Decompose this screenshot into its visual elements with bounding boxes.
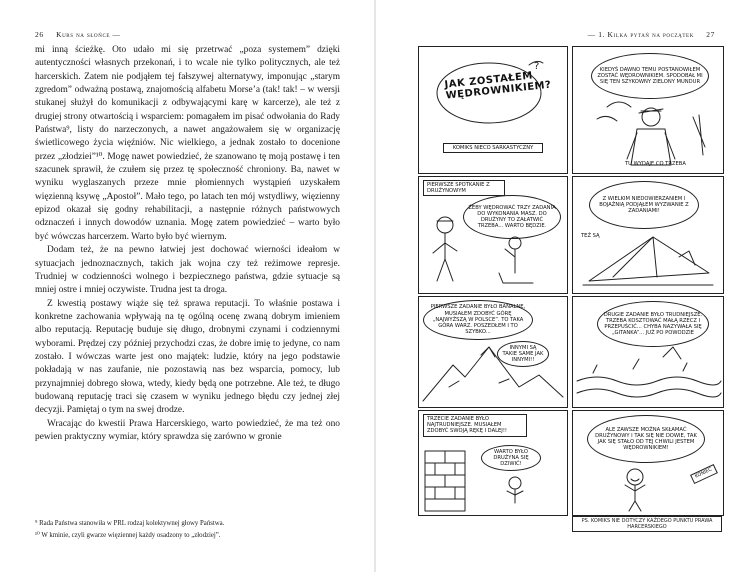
right-page-number: 27 — [706, 30, 715, 39]
footnotes — [35, 518, 340, 541]
comic-panel-3 — [418, 176, 568, 294]
comic-footnote: PS. KOMIKS NIE DOTYCZY KAŻDEGO PUNKTU PRAWA HARCERSKIEGO — [572, 516, 722, 532]
comic-panel-1 — [418, 46, 568, 174]
speech-bubble: KIEDYŚ DAWNO TEMU POSTANOWIŁEM ZOSTAĆ WĘDROWNIKIEM. SPODOBAŁ MI SIĘ TEN SZYKOWNY ZIELONY MUNDUR — [591, 53, 709, 99]
speech-bubble: ŻEBY WĘDROWAĆ TRZY ZADANIA DO WYKONANIA MASZ. DO DRUŻYNY TO ZAŁATWIĆ TRZEBA... WARTO BĘDZIE. — [463, 195, 561, 239]
speech-bubble: DRUGIE ZADANIE BYŁO TRUDNIEJSZE. TRZEBA KOSZTOWAĆ MAŁĄ RZECZ I PRZEPUŚCIĆ... CHYBA NAZYWAŁA SIĘ „GITANKA”... JUŻ PO POWODZIE — [597, 301, 709, 347]
comic-panel-7 — [418, 410, 568, 516]
speech-bubble: ALE ZAWSZE MOŻNA SKŁAMAĆ DRUŻYNOWY I TAK SIĘ NIE DOWIE, TAK JAK SIĘ STAŁO OD TEJ CHWILI JESTEM WĘDROWNIKIEM! — [587, 415, 705, 463]
comic-panel-5 — [418, 296, 568, 408]
smiling-scout-drawing — [573, 411, 723, 515]
panel-caption: TRZECIE ZADANIE BYŁO NAJTRUDNIEJSZE. MUSIAŁEM ZDOBYĆ SWOJĄ RĘKĘ I DALEJ!! — [423, 414, 527, 437]
comic-panel-4 — [572, 176, 724, 294]
right-page-header — [588, 30, 715, 39]
paragraph: Dodam też, że na pewno łatwiej jest dochować wierności ideałom w sytuacjach jednoznacznych, takich jak wojna czy też reżimowe represje. Trudniej w codzienności wolnego i bezpiecznego państwa, gdzie sytuacje są mniej ostre i mniej oczywiste. Trudna jest ta droga. — [35, 245, 340, 296]
left-page-header — [35, 30, 121, 39]
comic-title: JAK ZOSTAŁEM WĘDROWNIKIEM? — [444, 70, 552, 102]
body-text — [35, 44, 340, 444]
comic-panel-2 — [572, 46, 724, 174]
speech-bubble: PIERWSZE ZADANIE BYŁO BANALNE, MUSIAŁEM ZDOBYĆ GÓRĘ „NAJWYŻSZĄ W POLSCE”. TO TAKA GÓRA WARZ. POSZEDŁEM I TO SZYBKO... — [423, 300, 533, 340]
speech-bubble: Z WIELKIM NIEDOWIERZANIEM I BOJAŹNIĄ PODJĄŁEM WYZWANIE Z ZADANIAMI! — [589, 181, 699, 229]
flood-scene-drawing — [573, 297, 723, 407]
speech-bubble: WARTO BYŁO DRUŻYNA SIĘ DZIWIĆ! — [481, 445, 541, 471]
title-bubble-outline — [419, 47, 567, 173]
footnote: ¹⁰ W kminie, czyli gwarze więziennej każdy osadzony to „złodziej”. — [35, 531, 221, 539]
svg-text:?: ? — [534, 61, 540, 72]
footnote: ⁹ Rada Państwa stanowiła w PRL rodzaj kolektywnej głowy Państwa. — [35, 520, 225, 527]
right-page — [376, 0, 750, 572]
comic-subtitle: KOMIKS NIECO SARKASTYCZNY — [443, 143, 543, 153]
comic-panel-6 — [572, 296, 724, 408]
tent-drawing — [573, 177, 723, 293]
comic-panel-8 — [572, 410, 724, 516]
panel-caption: TEŻ SĄ — [581, 233, 600, 239]
mountain-drawing — [419, 297, 567, 407]
panel-caption: TU WYDAJE CO TRZEBA — [625, 161, 686, 167]
paragraph: Wracając do kwestii Prawa Harcerskiego, warto powiedzieć, że ma też ono pewien praktyczny wymiar, który sprawdza się zarówno w gronie — [35, 418, 340, 442]
left-page — [0, 0, 374, 572]
scout-leader-drawing — [419, 177, 567, 293]
panel-caption: PIERWSZE SPOTKANIE Z DRUŻYNOWYM — [423, 180, 505, 196]
speech-bubble: INNYMI SĄ TAKIE SAME JAK INNYMI!! — [497, 341, 549, 367]
left-running-title: Kurs na słońce — — [56, 30, 121, 39]
paragraph: mi inną ścieżkę. Oto udało mi się przetrwać „poza systemem” dzięki autentyczności własnych przekonań, i to wcale nie tylko politycznych, ale też harcerskich. Zatem nie podjąłem tej fałszywej alternatywy, imponując „starym zgredom” odważną postawą, znajomością alfabetu Morse’a (tak! tak! – w wersji stukanej służył do komunikacji z odbywającymi karę w karcerze), ale też z drugiej strony otwartością i wsparciem: pomagałem im pisać odwołania do Rady Państwa⁹, listy do narzeczonych, a nawet angażowałem się w organizację świetlicowego życia więźniów. Nic wielkiego, a jednak zostało to docenione przez „złodziei”¹⁰. Mogę nawet powiedzieć, że szanowano tę moją postawę i ten szacunek sprawił, że czułem się przez tę społeczność chroniony. Ba, nawet w wyniku wyglaszanych przeze mnie płomiennych wystąpień uzyskałem więzienną ksywę „Apostoł”. Mało tego, po latach ten mój wstydliwy, więzienny epizod okazał się godny rehabilitacji, a następnie różnych państwowych odznaczeń i innych dowodów uznania. Mogę zatem powiedzieć – warto było być wówczas harcerzem. Warto było być wiernym. — [35, 45, 340, 242]
scout-figure-drawing — [573, 47, 723, 173]
right-running-title: — 1. Kilka pytań na początek — [587, 30, 694, 39]
wall-drawing — [419, 411, 567, 515]
end-tag: KONIEC — [690, 464, 718, 484]
left-page-number: 26 — [35, 30, 44, 39]
paragraph: Z kwestią postawy wiąże się też sprawa reputacji. To właśnie postawa i konkretne zachowania wpływają na tę ogólną ocenę zwaną dobrym imieniem albo reputacją. Reputację buduje się długo, drobnymi czynami i codziennymi wyborami. Prędzej czy później przychodzi czas, że dobre imię to jedyne, co nam zostało. I wówczas warte jest ono majątek: ludzie, który na jego podstawie pokładają w nas zaufanie, nie pozostawią nas bez wsparcia, pomocy, lub przynajmniej dobrego słowa, wtedy, kiedy będą one potrzebne. Ale też, te długo budowaną reputację traci się czasem w wyniku jednego błędu czy jednej złej decyzji. Pamiętaj o tym na swej drodze. — [35, 298, 340, 416]
